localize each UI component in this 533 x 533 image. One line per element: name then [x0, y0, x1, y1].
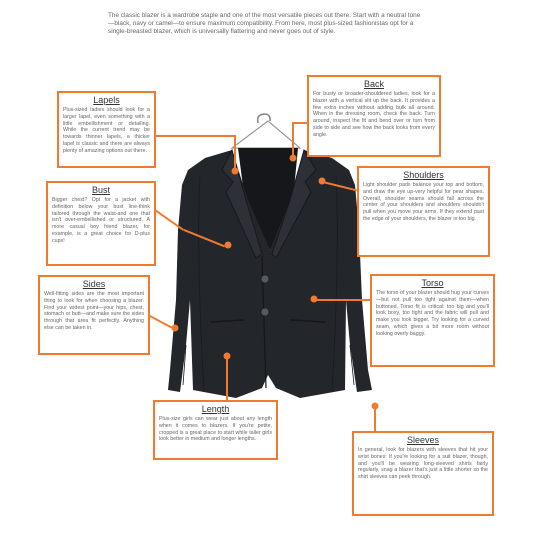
lapels-text: Plus-sized ladies should look for a larger lapel, even something with a little embellishment or detailing. While the current trend may be towards thinner lapels, a thicker lapel is classic and there are always plenty of amazing options out there.: [63, 107, 150, 154]
connector-back-v: [292, 122, 294, 157]
marker-back: [290, 155, 297, 162]
shoulders-title: Shoulders: [403, 170, 444, 180]
sleeves-text: In general, look for blazers with sleeves that hit your wrist bones: If you're looking for a suit blazer, though, and you'll be wearing long-sleeved shirts fairly regularly, snag a blazer that's just a little shorter so the shirt sleeves can peek through.: [358, 447, 488, 481]
marker-torso: [311, 296, 318, 303]
back-text: For busty or broader-shouldered ladies, look for a blazer with a vertical slit up the back. It provides a few extra inches without adding bulk all around. When in the dressing room, check the back. Turn around, inspect the fit and bend over or turn from side to side and see how the back looks from every angle.: [313, 91, 435, 138]
bust-title: Bust: [91, 185, 110, 195]
marker-sides: [172, 325, 179, 332]
connector-torso: [314, 299, 374, 301]
box-lapels: [57, 91, 156, 168]
marker-length: [224, 353, 231, 360]
bust-text: Bigger chest? Opt for a jacket with definition below your bust line-think tailored through the waist-and one that isn't over-embellished or structured. A more casual boy friend blazer, for example, is a great choice for D-plus cups!: [52, 197, 150, 244]
marker-sleeves: [372, 403, 379, 410]
marker-shoulders: [319, 178, 326, 185]
box-sleeves: [352, 431, 494, 516]
button-top: [261, 275, 269, 283]
marker-bust: [225, 242, 232, 249]
connector-sleeves: [374, 406, 376, 434]
back-title: Back: [363, 79, 384, 89]
connector-lapels: [156, 135, 236, 137]
box-back: [307, 75, 441, 157]
box-torso: [370, 274, 495, 367]
sides-text: Well-fitting sides are the most important thing to look for when choosing a blazer. Find your widest point—your hips, chest, stomach or butt—and make sure the sides through that area fit perfectly. Anything else can be taken in.: [44, 291, 144, 331]
hanger-frame: [232, 121, 300, 148]
box-shoulders: [357, 166, 490, 257]
torso-title: Torso: [421, 278, 444, 288]
box-bust: [46, 181, 156, 266]
box-length: [153, 400, 278, 460]
connector-length: [226, 357, 228, 405]
marker-lapels: [232, 168, 239, 175]
intro-paragraph: The classic blazer is a wardrobe staple and one of the most versatile pieces out there. Start with a neutral tone—black, navy or camel—to ensure maximum compatibility. From here, most plus-sized fashionistas opt for a single-breasted blazer, which is universally flattering and never goes out of style.: [108, 12, 421, 36]
shoulders-text: Light shoulder pads balance your top and bottom, and draw the eye up-very helpful for pear shapes. Overall, shoulder seams should fall across the center of your shoulders and shoulders shouldn't pull when you move your arms. If they extend past the edge of your shoulders, the blazer is too big.: [363, 182, 484, 222]
length-text: Plus-size girls can wear just about any length when it comes to blazers. If you're petite, cropped is a great place to start while taller girls look better in medium and longer lengths.: [159, 416, 272, 443]
sides-title: Sides: [82, 279, 106, 289]
box-sides: [38, 275, 150, 355]
lapels-title: Lapels: [93, 95, 120, 105]
connector-lapels-v: [234, 135, 236, 170]
length-title: Length: [201, 404, 230, 414]
button-bottom: [261, 308, 269, 316]
torso-text: The torso of your blazer should hug your curves—but not pull too tight against them—when buttoned. Torso fit is critical: too big and you'll look boxy, too tight and the fabric will pull and make you look bigger. Try looking for a curved seam, which gives a bit more room without looking overly baggy.: [376, 290, 489, 337]
sleeves-title: Sleeves: [406, 435, 440, 445]
